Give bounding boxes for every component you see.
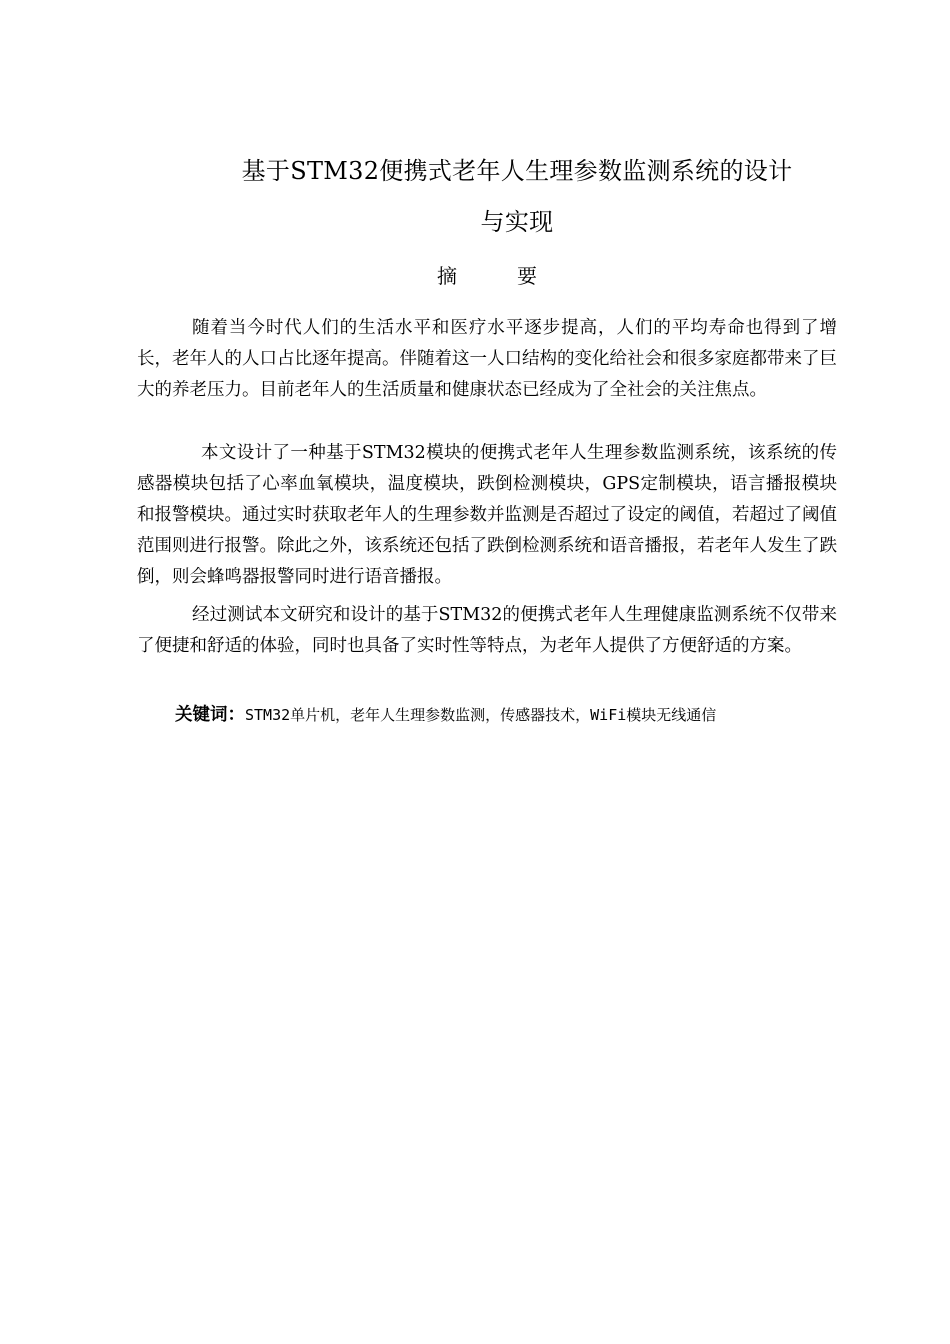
title-line-2: 与实现	[480, 208, 554, 236]
keywords	[137, 700, 837, 731]
abstract-paragraph-1: 随着当今时代人们的生活水平和医疗水平逐步提高，人们的平均寿命也得到了增长，老年人的人口占比逐年提高。伴随着这一人口结构的变化给社会和很多家庭都带来了巨大的养老压力。目前老年人的生活质量和健康状态已经成为了全社会的关注焦点。	[137, 318, 837, 400]
keywords-text: STM32单片机，老年人生理参数监测，传感器技术，WiFi模块无线通信	[245, 706, 717, 724]
keywords-label: 关键词：	[175, 705, 245, 725]
abstract-paragraph-3: 经过测试本文研究和设计的基于STM32的便携式老年人生理健康监测系统不仅带来了便捷和舒适的体验，同时也具备了实时性等特点，为老年人提供了方便舒适的方案。	[137, 605, 837, 656]
title-line-1: 基于STM32便携式老年人生理参数监测系统的设计	[241, 157, 793, 185]
abstract-heading: 摘 要	[437, 264, 557, 288]
abstract-paragraph-2: 本文设计了一种基于STM32模块的便携式老年人生理参数监测系统，该系统的传感器模块包括了心率血氧模块，温度模块，跌倒检测模块，GPS定制模块，语言播报模块和报警模块。通过实时获取老年人的生理参数并监测是否超过了设定的阈值，若超过了阈值范围则进行报警。除此之外，该系统还包括了跌倒检测系统和语音播报，若老年人发生了跌倒，则会蜂鸣器报警同时进行语音播报。	[137, 443, 837, 587]
